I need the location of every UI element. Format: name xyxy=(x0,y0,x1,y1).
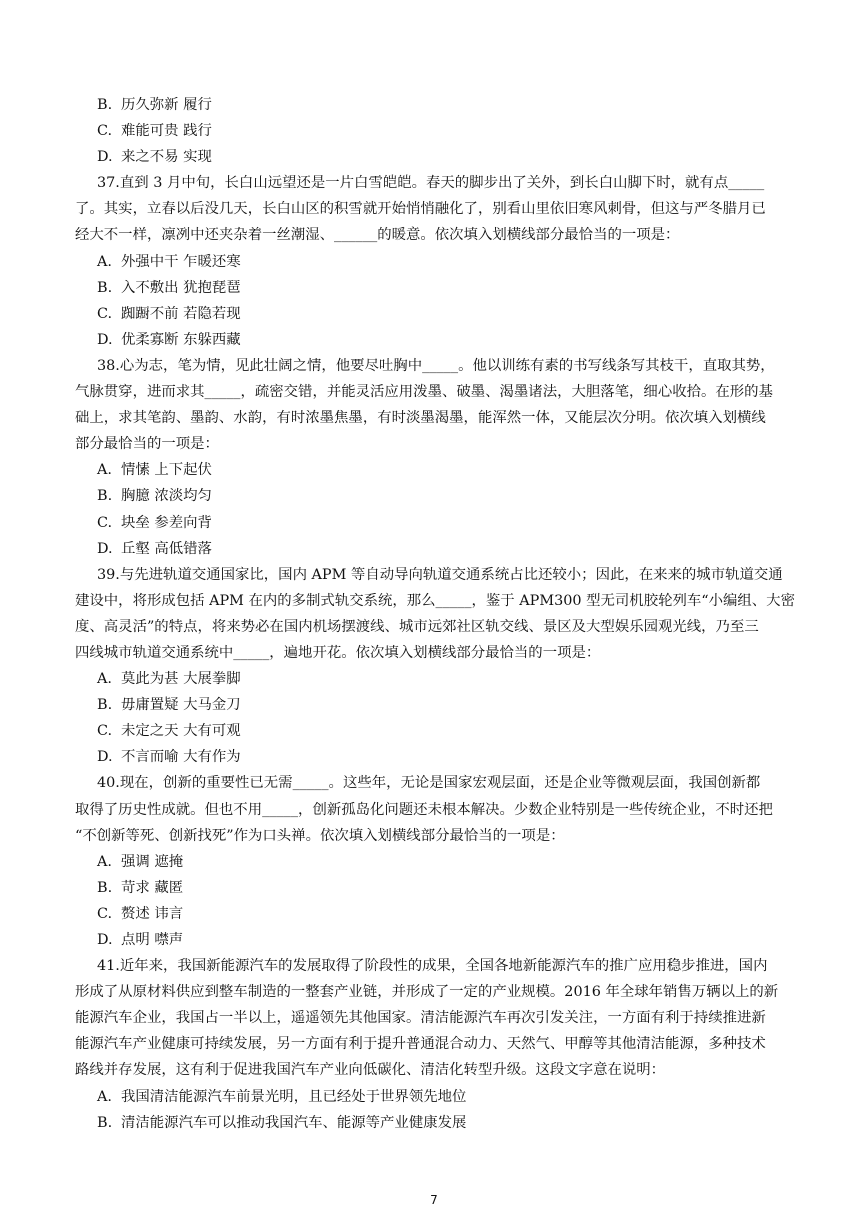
question-text-line: 38.心为志，笔为情，见此壮阔之情，他要尽吐胸中_____。他以训练有素的书写线条写其枝干，直取其势， xyxy=(97,357,775,374)
answer-option xyxy=(75,118,795,144)
answer-option xyxy=(75,744,795,770)
question-text-line: 能源汽车企业，我国占一半以上，遥遥领先其他国家。清洁能源汽车再次引发关注，一方面有利于持续推进新 xyxy=(75,1010,766,1027)
option-text: 毋庸置疑 大马金刀 xyxy=(121,697,241,714)
option-text: 胸臆 浓淡均匀 xyxy=(121,488,212,505)
question-text-line: 40.现在，创新的重要性已无需_____。这些年，无论是国家宏观层面，还是企业等微观层面，我国创新都 xyxy=(97,775,761,792)
option-text: 不言而喻 大有作为 xyxy=(121,749,241,766)
answer-option xyxy=(75,718,795,744)
option-letter: B. xyxy=(97,879,113,896)
answer-option xyxy=(75,327,795,353)
option-letter: A. xyxy=(97,671,112,688)
question-text-line: 四线城市轨道交通系统中_____，遍地开花。依次填入划横线部分最恰当的一项是： xyxy=(75,644,601,661)
option-letter: D. xyxy=(97,932,113,948)
question-text-line: 路线并存发展，这有利于促进我国汽车产业向低碳化、清洁化转型升级。这段文字意在说明： xyxy=(75,1062,666,1079)
question-text-line: 了。其实，立春以后没几天，长白山区的积雪就开始悄悄融化了，别看山里依旧寒风刺骨，但这与严冬腊月已 xyxy=(75,201,766,218)
option-text: 清洁能源汽车可以推动我国汽车、能源等产业健康发展 xyxy=(121,1114,467,1131)
question-text-line: 能源汽车产业健康可持续发展，另一方面有利于提升普通混合动力、天然气、甲醇等其他清洁能源，多种技术 xyxy=(75,1036,766,1053)
answer-option xyxy=(75,510,795,536)
option-text: 我国清洁能源汽车前景光明，且已经处于世界领先地位 xyxy=(121,1088,467,1105)
option-letter: C. xyxy=(97,723,113,740)
option-text: 块垒 参差向背 xyxy=(121,514,212,531)
option-letter: B. xyxy=(97,279,113,296)
option-letter: B. xyxy=(97,488,113,505)
option-text: 难能可贵 践行 xyxy=(121,123,212,140)
question-text-line: 39.与先进轨道交通国家比，国内 APM 等自动导向轨道交通系统占比还较小；因此，在来来的城市轨道交通 xyxy=(97,566,783,583)
option-letter: D. xyxy=(97,540,113,557)
answer-option xyxy=(75,901,795,927)
answer-option xyxy=(75,666,795,692)
question xyxy=(75,353,795,457)
question xyxy=(75,770,795,848)
question-text-line: “不创新等死、创新找死”作为口头禅。依次填入划横线部分最恰当的一项是： xyxy=(75,827,565,844)
question-text-line: 形成了从原材料供应到整车制造的一整套产业链，并形成了一定的产业规模。2016 年全球年销售万辆以上的新 xyxy=(75,984,779,1001)
answer-option xyxy=(75,249,795,275)
question xyxy=(75,953,795,1083)
question-text-line: 取得了历史性成就。但也不用_____，创新孤岛化问题还未根本解决。少数企业特别是一些传统企业，不时还把 xyxy=(75,801,773,818)
option-text: 点明 噤声 xyxy=(121,932,184,948)
option-text: 未定之天 大有可观 xyxy=(121,723,241,740)
option-text: 苛求 藏匿 xyxy=(121,879,184,896)
option-text: 优柔寡断 东躲西藏 xyxy=(121,331,241,348)
option-letter: C. xyxy=(97,514,113,531)
option-text: 踟蹰不前 若隐若现 xyxy=(121,305,241,322)
question xyxy=(75,562,795,666)
option-letter: C. xyxy=(97,123,113,140)
option-text: 入不敷出 犹抱琵琶 xyxy=(121,279,241,296)
option-letter: A. xyxy=(97,253,112,270)
answer-option xyxy=(75,875,795,901)
option-letter: D. xyxy=(97,331,113,348)
option-letter: D. xyxy=(97,149,113,166)
question-text-line: 建设中，将形成包括 APM 在内的多制式轨交系统，那么_____，鉴于 APM300 型无司机胶轮列车“小编组、大密 xyxy=(75,592,795,609)
option-text: 来之不易 实现 xyxy=(121,149,212,166)
page-content xyxy=(75,92,795,1136)
option-letter: B. xyxy=(97,1114,113,1131)
option-text: 情愫 上下起伏 xyxy=(121,462,212,479)
question-text-line: 度、高灵活”的特点，将来势必在国内机场摆渡线、城市远郊社区轨交线、景区及大型娱乐园观光线，乃至三 xyxy=(75,618,759,635)
answer-option xyxy=(75,301,795,327)
answer-option xyxy=(75,927,795,953)
answer-option xyxy=(75,1110,795,1136)
question-text-line: 41.近年来，我国新能源汽车的发展取得了阶段性的成果，全国各地新能源汽车的推广应用稳步推进，国内 xyxy=(97,958,768,975)
option-text: 强调 遮掩 xyxy=(121,853,184,870)
option-letter: B. xyxy=(97,697,113,714)
question xyxy=(75,170,795,248)
answer-option xyxy=(75,692,795,718)
option-text: 赘述 讳言 xyxy=(121,905,184,922)
option-letter: A. xyxy=(97,462,112,479)
answer-option xyxy=(75,536,795,562)
question-text-line: 气脉贯穿，进而求其_____，疏密交错，并能灵活应用泼墨、破墨、渴墨诸法，大胆落笔，细心收拾。在形的基 xyxy=(75,384,773,401)
option-letter: C. xyxy=(97,905,113,922)
option-letter: A. xyxy=(97,1088,112,1105)
page-number: 7 xyxy=(430,1193,438,1207)
answer-option xyxy=(75,1084,795,1110)
option-letter: D. xyxy=(97,749,113,766)
question-text-line: 37.直到 3 月中旬，长白山远望还是一片白雪皑皑。春天的脚步出了关外，到长白山脚下时，就有点_____ xyxy=(97,175,765,192)
answer-option xyxy=(75,92,795,118)
option-text: 丘壑 高低错落 xyxy=(121,540,212,557)
option-text: 历久弥新 履行 xyxy=(121,97,212,113)
answer-option xyxy=(75,275,795,301)
answer-option xyxy=(75,483,795,509)
question-text-line: 础上，求其笔韵、墨韵、水韵，有时浓墨焦墨，有时淡墨渴墨，能浑然一体，又能层次分明。依次填入划横线 xyxy=(75,410,766,427)
option-letter: B. xyxy=(97,97,113,113)
option-text: 莫此为甚 大展拳脚 xyxy=(121,671,241,688)
option-text: 外强中干 乍暖还寒 xyxy=(121,253,241,270)
answer-option xyxy=(75,144,795,170)
option-letter: A. xyxy=(97,853,112,870)
answer-option xyxy=(75,849,795,875)
option-letter: C. xyxy=(97,305,113,322)
answer-option xyxy=(75,457,795,483)
question-text-line: 部分最恰当的一项是： xyxy=(75,436,219,453)
question-text-line: 经大不一样，凛冽中还夹杂着一丝潮湿、______的暖意。依次填入划横线部分最恰当的一项是： xyxy=(75,227,680,244)
